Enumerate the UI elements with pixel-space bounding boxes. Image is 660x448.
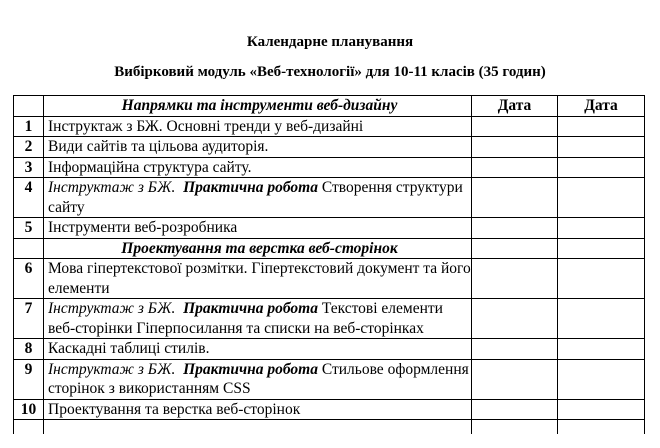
table-row (14, 359, 645, 399)
row-number: 4 (14, 178, 44, 218)
row-number: 7 (14, 299, 44, 339)
section-heading: Напрямки та інструменти веб-дизайну (44, 96, 472, 117)
date-cell[interactable] (558, 359, 645, 399)
date-cell[interactable] (558, 238, 645, 259)
row-number: 2 (14, 137, 44, 158)
topic-text: Мова гіпертекстової розмітки. Гіпертекстовий документ та його елементи (48, 260, 471, 297)
topic-cell (44, 339, 472, 360)
date-cell[interactable] (472, 299, 558, 339)
date-cell[interactable] (472, 137, 558, 158)
table-row (14, 339, 645, 360)
topic-text: Каскадні таблиці стилів. (48, 340, 210, 357)
date-cell[interactable] (472, 399, 558, 420)
table-row (14, 157, 645, 178)
topic-italic: Інструктаж з БЖ. (48, 360, 176, 378)
date-cell[interactable] (472, 259, 558, 299)
date-cell[interactable] (472, 359, 558, 399)
topic-cell (44, 137, 472, 158)
topic-cell (44, 399, 472, 420)
date-header: Дата (472, 96, 558, 117)
topic-italic: Інструктаж з БЖ. (48, 179, 176, 196)
date-cell[interactable] (472, 178, 558, 218)
date-cell[interactable] (558, 137, 645, 158)
row-number: 1 (14, 116, 44, 137)
date-header: Дата (558, 96, 645, 117)
topic-bold: Практична робота (183, 360, 318, 378)
date-cell[interactable] (558, 178, 645, 218)
row-number: 6 (14, 259, 44, 299)
table-row (14, 399, 645, 420)
table-row (14, 137, 645, 158)
date-cell[interactable] (558, 116, 645, 137)
date-cell[interactable] (472, 218, 558, 239)
date-cell[interactable] (472, 157, 558, 178)
topic-bold: Практична робота (183, 179, 318, 196)
num-cell (14, 420, 44, 435)
topic-cell (44, 359, 472, 399)
table-row (14, 116, 645, 137)
topic-text: Створення структури сайту (48, 179, 463, 216)
date-cell[interactable] (472, 116, 558, 137)
topic-cell (44, 157, 472, 178)
table-row (14, 259, 645, 299)
topic-text: Текстові елементи веб-сторінки Гіперпосилання та списки на веб-сторінках (48, 300, 443, 337)
row-number: 10 (14, 399, 44, 420)
date-cell[interactable] (558, 157, 645, 178)
topic-text: Інструменти веб-розробника (48, 219, 238, 236)
page-subtitle: Вибірковий модуль «Веб-технології» для 10-11 класів (35 годин) (114, 64, 546, 80)
date-cell[interactable] (558, 259, 645, 299)
topic-text: Інформаційна структура сайту. (48, 158, 252, 176)
date-cell[interactable] (472, 339, 558, 360)
topic-text: Інструктаж з БЖ. Основні тренди у веб-дизайні (48, 117, 364, 135)
row-number: 9 (14, 359, 44, 399)
topic-bold: Практична робота (183, 300, 318, 317)
text-cell (44, 420, 472, 435)
topic-cell (44, 116, 472, 137)
date-cell[interactable] (472, 420, 558, 435)
date-cell[interactable] (472, 238, 558, 259)
row-number: 8 (14, 339, 44, 360)
date-cell[interactable] (558, 339, 645, 360)
num-cell (14, 238, 44, 259)
date-cell[interactable] (558, 299, 645, 339)
topic-text: Стильове оформлення сторінок з використанням CSS (48, 360, 469, 397)
schedule-table (13, 95, 645, 434)
date-cell[interactable] (558, 399, 645, 420)
date-cell[interactable] (558, 420, 645, 435)
topic-cell (44, 299, 472, 339)
topic-italic: Інструктаж з БЖ. (48, 300, 176, 317)
topic-text: Проектування та верстка веб-сторінок (48, 400, 301, 418)
table-row (14, 420, 645, 435)
section-heading: Проектування та верстка веб-сторінок (44, 238, 472, 259)
row-number: 3 (14, 157, 44, 178)
topic-cell (44, 259, 472, 299)
table-row (14, 299, 645, 339)
table-row (14, 218, 645, 239)
num-header-cell (14, 96, 44, 117)
header-row (14, 96, 645, 117)
topic-cell (44, 178, 472, 218)
topic-text: Види сайтів та цільова аудиторія. (48, 138, 269, 155)
date-cell[interactable] (558, 218, 645, 239)
row-number: 5 (14, 218, 44, 239)
page-title: Календарне планування (246, 34, 414, 50)
topic-cell (44, 218, 472, 239)
section-row (14, 238, 645, 259)
table-row (14, 178, 645, 218)
